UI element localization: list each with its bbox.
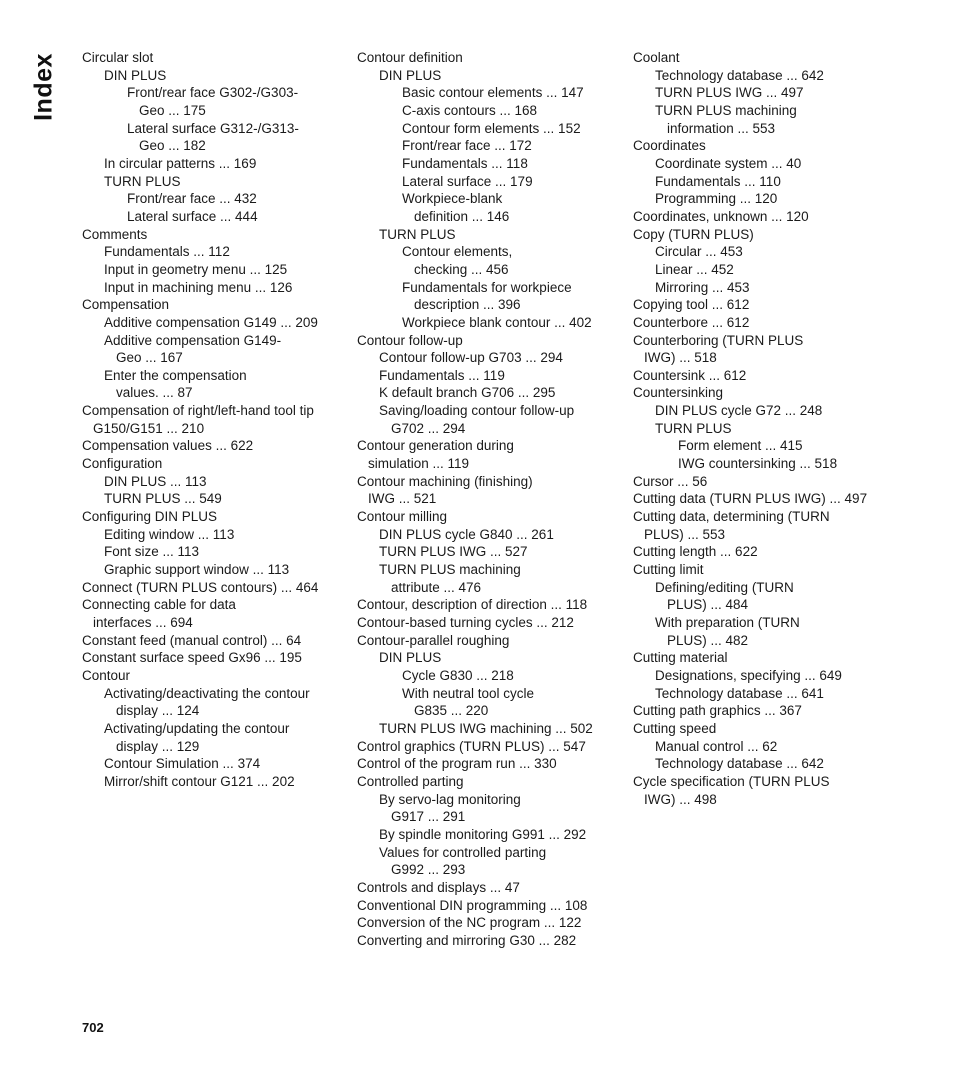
index-subentry: Circular ... 453 [655,244,743,260]
index-entry: Cutting material [633,650,728,666]
index-subentry: Technology database ... 642 [655,67,824,83]
index-entry: Controls and displays ... 47 [357,879,520,895]
index-entry: Conversion of the NC program ... 122 [357,915,582,931]
index-subentry: Additive compensation G149 ... 209 [104,314,318,330]
index-entry: Circular slot [82,50,154,65]
index-entry: Countersinking [633,385,724,401]
index-subentry: G835 ... 220 [414,703,489,719]
index-subentry: Saving/loading contour follow-up [379,403,575,419]
index-entry: Contour-based turning cycles ... 212 [357,615,574,630]
index-subentry: Graphic support window ... 113 [104,562,290,578]
index-subentry: Mirror/shift contour G121 ... 202 [104,773,295,789]
index-subentry: Enter the compensation [104,367,247,383]
index-subentry: Geo ... 167 [116,350,183,366]
index-subentry: Geo ... 175 [139,102,206,118]
index-entry: Countersink ... 612 [633,367,747,383]
index-subentry: Activating/updating the contour [104,720,290,736]
index-entry: Controlled parting [357,773,464,789]
index-subentry: Activating/deactivating the contour [104,685,310,701]
index-entry: Cutting speed [633,720,717,736]
index-subentry: DIN PLUS [379,67,442,83]
index-subentry: Lateral surface ... 444 [127,208,258,224]
index-subentry: With neutral tool cycle [402,685,535,701]
index-entry: Contour definition [357,50,463,65]
index-entry: Cutting length ... 622 [633,544,758,560]
index-entry: Contour generation during [357,438,514,454]
index-subentry: G992 ... 293 [391,862,466,878]
index-subentry: Fundamentals ... 118 [402,155,528,171]
index-subentry: Contour Simulation ... 374 [104,756,261,772]
index-entry: Configuring DIN PLUS [82,509,218,525]
index-subentry: Technology database ... 641 [655,685,824,701]
index-entry: Contour [82,667,131,683]
index-subentry: Fundamentals ... 110 [655,173,781,189]
index-side-title [24,52,64,122]
index-subentry: definition ... 146 [414,208,510,224]
index-subentry: Defining/editing (TURN [655,579,794,595]
index-subentry: Lateral surface G312-/G313- [127,120,299,136]
index-entry: Coordinates, unknown ... 120 [633,208,809,224]
index-subentry: DIN PLUS cycle G72 ... 248 [655,403,823,419]
index-entry: simulation ... 119 [368,456,470,472]
index-subentry: Contour elements, [402,244,513,260]
index-subentry: Front/rear face ... 432 [127,191,257,207]
index-entry: Contour machining (finishing) [357,473,533,489]
index-entry: Control of the program run ... 330 [357,756,557,772]
index-subentry: attribute ... 476 [391,579,482,595]
index-subentry: Linear ... 452 [655,261,734,277]
index-entry: Copying tool ... 612 [633,297,750,313]
index-subentry: By servo-lag monitoring [379,791,521,807]
index-subentry: Workpiece blank contour ... 402 [402,314,592,330]
index-entry: IWG) ... 518 [644,350,717,366]
index-subentry: Designations, specifying ... 649 [655,667,842,683]
index-subentry: With preparation (TURN [655,615,800,630]
index-subentry: values. ... 87 [116,385,193,401]
index-entry: Copy (TURN PLUS) [633,226,754,242]
index-entry: Coordinates [633,138,706,154]
index-subentry: Front/rear face ... 172 [402,138,532,154]
index-subentry: description ... 396 [414,297,521,313]
index-entry: Coolant [633,50,680,65]
index-subentry: C-axis contours ... 168 [402,102,538,118]
index-subentry: TURN PLUS IWG ... 497 [655,85,804,101]
index-subentry: TURN PLUS IWG ... 527 [379,544,528,560]
index-subentry: TURN PLUS machining [379,562,521,578]
index-entry: Configuration [82,456,163,472]
index-subentry: DIN PLUS [104,67,167,83]
index-subentry: DIN PLUS ... 113 [104,473,207,489]
index-subentry: Manual control ... 62 [655,738,778,754]
index-entry: Counterboring (TURN PLUS [633,332,804,348]
index-entry: Contour, description of direction ... 118 [357,597,588,613]
index-entry: IWG ... 521 [368,491,437,507]
index-subentry: checking ... 456 [414,261,509,277]
index-subentry: display ... 124 [116,703,200,719]
index-entry: Cycle specification (TURN PLUS [633,773,830,789]
index-subentry: Values for controlled parting [379,844,547,860]
index-subentry: Geo ... 182 [139,138,206,154]
index-subentry: Additive compensation G149- [104,332,282,348]
index-entry: Constant feed (manual control) ... 64 [82,632,302,648]
index-subentry: Basic contour elements ... 147 [402,85,584,101]
index-subentry: Coordinate system ... 40 [655,155,802,171]
index-entry: Constant surface speed Gx96 ... 195 [82,650,302,666]
index-subentry: In circular patterns ... 169 [104,155,257,171]
index-subentry: Front/rear face G302-/G303- [127,85,299,101]
index-column-1 [82,49,347,791]
index-subentry: Technology database ... 642 [655,756,824,772]
index-subentry: Input in machining menu ... 126 [104,279,293,295]
index-column-2 [357,49,622,949]
index-entry: Contour-parallel roughing [357,632,510,648]
index-entry: IWG) ... 498 [644,791,717,807]
index-title-text: Index [29,53,58,121]
index-entry: Control graphics (TURN PLUS) ... 547 [357,738,586,754]
index-subentry: Editing window ... 113 [104,526,235,542]
index-subentry: IWG countersinking ... 518 [678,456,838,472]
index-entry: Connecting cable for data [82,597,236,613]
index-subentry: Fundamentals for workpiece [402,279,572,295]
index-subentry: TURN PLUS machining [655,102,797,118]
index-subentry: Cycle G830 ... 218 [402,667,514,683]
index-column-3 [633,49,898,808]
index-entry: Counterbore ... 612 [633,314,750,330]
index-subentry: G702 ... 294 [391,420,466,436]
index-subentry: Contour form elements ... 152 [402,120,581,136]
index-subentry: K default branch G706 ... 295 [379,385,556,401]
index-subentry: TURN PLUS IWG machining ... 502 [379,720,593,736]
index-subentry: TURN PLUS ... 549 [104,491,222,507]
index-subentry: display ... 129 [116,738,200,754]
index-subentry: PLUS) ... 484 [667,597,749,613]
index-subentry: TURN PLUS [379,226,456,242]
index-entry: Cutting data (TURN PLUS IWG) ... 497 [633,491,868,507]
index-entry: Comments [82,226,148,242]
index-entry: Cutting limit [633,562,704,578]
index-subentry: TURN PLUS [655,420,732,436]
index-entry: Compensation values ... 622 [82,438,254,454]
index-entry: G150/G151 ... 210 [93,420,205,436]
index-entry: interfaces ... 694 [93,615,193,630]
index-subentry: Mirroring ... 453 [655,279,750,295]
index-subentry: Form element ... 415 [678,438,803,454]
index-entry: Contour milling [357,509,448,525]
index-entry: Compensation [82,297,170,313]
index-subentry: Workpiece-blank [402,191,503,207]
index-subentry: DIN PLUS cycle G840 ... 261 [379,526,554,542]
index-entry: Conventional DIN programming ... 108 [357,897,588,913]
index-entry: Converting and mirroring G30 ... 282 [357,932,577,948]
index-subentry: G917 ... 291 [391,809,466,825]
index-subentry: Lateral surface ... 179 [402,173,533,189]
index-entry: Compensation of right/left-hand tool tip [82,403,314,419]
index-entry: Cursor ... 56 [633,473,708,489]
index-entry: Contour follow-up [357,332,463,348]
index-subentry: Fundamentals ... 112 [104,244,230,260]
index-subentry: Fundamentals ... 119 [379,367,505,383]
index-subentry: TURN PLUS [104,173,181,189]
index-subentry: PLUS) ... 482 [667,632,749,648]
index-entry: Cutting data, determining (TURN [633,509,830,525]
index-subentry: DIN PLUS [379,650,442,666]
index-subentry: Font size ... 113 [104,544,200,560]
index-subentry: Contour follow-up G703 ... 294 [379,350,563,366]
index-entry: PLUS) ... 553 [644,526,726,542]
index-entry: Connect (TURN PLUS contours) ... 464 [82,579,319,595]
index-subentry: Input in geometry menu ... 125 [104,261,288,277]
index-entry: Cutting path graphics ... 367 [633,703,802,719]
index-subentry: Programming ... 120 [655,191,778,207]
page-number: 702 [82,1020,104,1035]
index-subentry: information ... 553 [667,120,776,136]
index-subentry: By spindle monitoring G991 ... 292 [379,826,587,842]
